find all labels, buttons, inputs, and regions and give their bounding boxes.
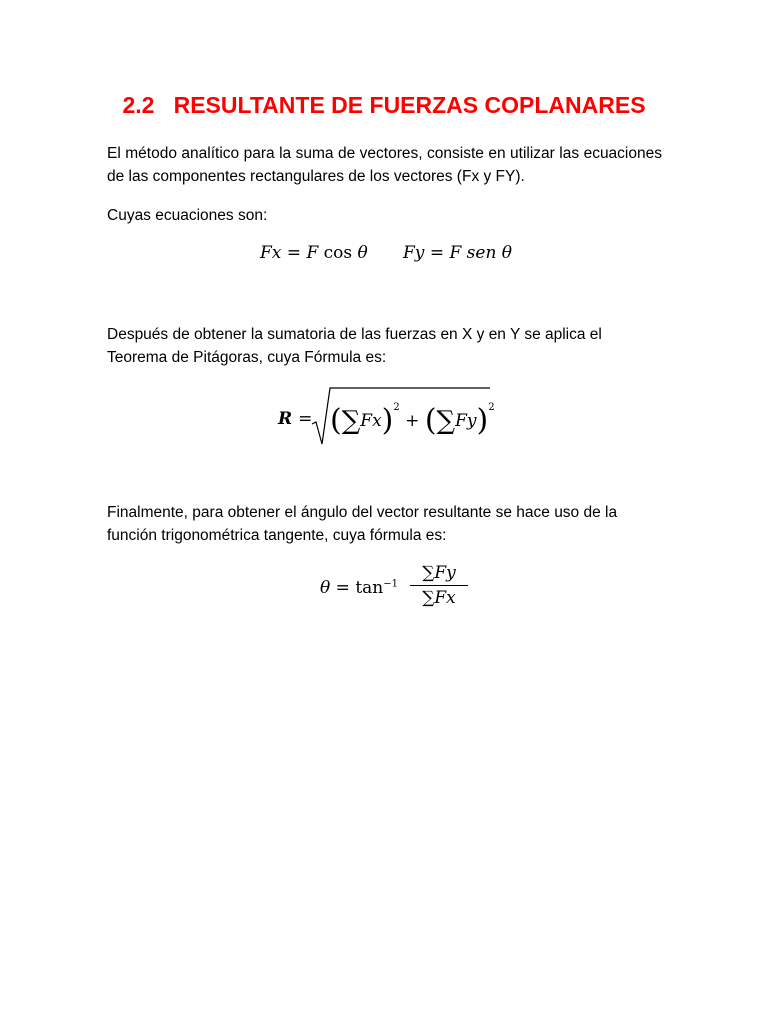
component-equations (0, 243, 768, 269)
resultant-symbol: R = (278, 409, 313, 429)
section-title: 2.2 RESULTANTE DE FUERZAS COPLANARES (122, 92, 646, 118)
equation-fx: Fx = F cos θ (260, 243, 368, 263)
fraction-bar (410, 585, 468, 586)
fraction-denominator: ∑Fx (422, 588, 456, 608)
resultant-radicand: $(\sum Fx)^2 + (\sum Fy)^2$ (330, 402, 495, 438)
paragraph-pythagoras: Después de obtener la sumatoria de las fuerzas en X y en Y se aplica el Teorema de Pitágoras, cuya Fórmula es: (107, 326, 602, 366)
angle-fraction (408, 562, 470, 609)
equation-fy: Fy = F sen θ (403, 243, 513, 263)
paragraph-angle: Finalmente, para obtener el ángulo del vector resultante se hace uso de la función trigonométrica tangente, cuya fórmula es: (107, 504, 618, 544)
angle-lhs: $\theta = \tan^{-1}$ (320, 578, 398, 598)
equation-angle (320, 562, 480, 612)
paragraph-equations-intro: Cuyas ecuaciones son: (107, 207, 268, 224)
equation-resultant (270, 382, 500, 452)
paragraph-method: El método analítico para la suma de vectores, consiste en utilizar las ecuaciones de las componentes rectangulares de los vectores (Fx y FY). (107, 145, 662, 185)
fraction-numerator: ∑Fy (422, 563, 456, 583)
